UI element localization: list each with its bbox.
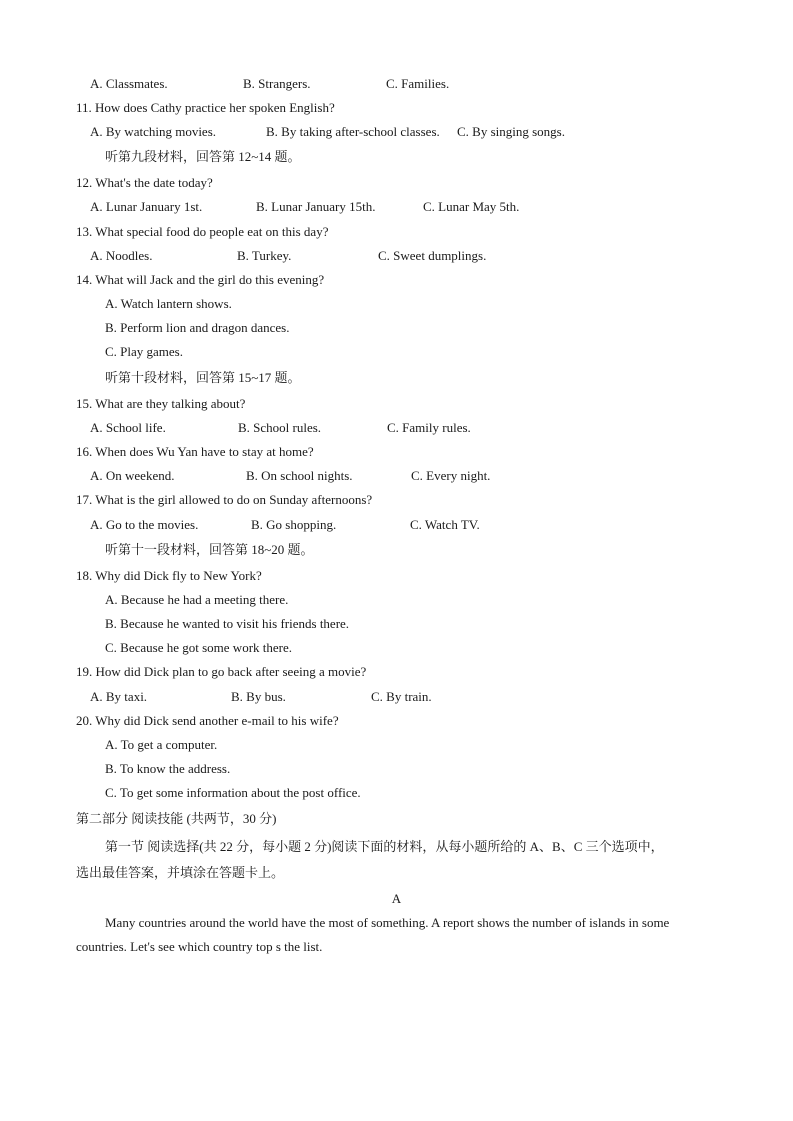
question-20: 20. Why did Dick send another e-mail to his wife? xyxy=(76,713,339,728)
q20-option-a: A. To get a computer. xyxy=(105,737,218,752)
q11-option-a: A. By watching movies. xyxy=(90,124,217,139)
q12-option-a: A. Lunar January 1st. xyxy=(90,199,203,214)
q17-option-b: B. Go shopping. xyxy=(251,517,337,532)
q16-option-a: A. On weekend. xyxy=(90,468,175,483)
q18-option-a: A. Because he had a meeting there. xyxy=(105,592,289,607)
q16-option-b: B. On school nights. xyxy=(246,468,353,483)
question-16: 16. When does Wu Yan have to stay at home? xyxy=(76,444,314,459)
q15-option-b: B. School rules. xyxy=(238,420,322,435)
q14-option-a: A. Watch lantern shows. xyxy=(105,296,232,311)
question-13: 13. What special food do people eat on this day? xyxy=(76,224,329,239)
question-19: 19. How did Dick plan to go back after seeing a movie? xyxy=(76,664,367,679)
passage-a-paragraph-cont: countries. Let's see which country top s the list. xyxy=(76,939,323,954)
q14-option-b: B. Perform lion and dragon dances. xyxy=(105,320,290,335)
q17-option-c: C. Watch TV. xyxy=(410,517,480,532)
section-one-instruction-cont: 选出最佳答案，并填涂在答题卡上。 xyxy=(76,865,285,880)
question-18: 18. Why did Dick fly to New York? xyxy=(76,568,262,583)
question-12: 12. What's the date today? xyxy=(76,175,213,190)
question-15: 15. What are they talking about? xyxy=(76,396,246,411)
question-11: 11. How does Cathy practice her spoken English? xyxy=(76,100,335,115)
q18-option-b: B. Because he wanted to visit his friends there. xyxy=(105,616,350,631)
q12-option-c: C. Lunar May 5th. xyxy=(423,199,520,214)
q13-option-c: C. Sweet dumplings. xyxy=(378,248,487,263)
q17-option-a: A. Go to the movies. xyxy=(90,517,199,532)
q14-option-c: C. Play games. xyxy=(105,344,183,359)
part-two-heading: 第二部分 阅读技能 (共两节，30 分) xyxy=(76,811,277,826)
q15-option-c: C. Family rules. xyxy=(387,420,471,435)
q11-option-c: C. By singing songs. xyxy=(457,124,565,139)
section-instruction-11: 听第十一段材料，回答第 18~20 题。 xyxy=(105,542,314,557)
q19-option-c: C. By train. xyxy=(371,689,432,704)
q16-option-c: C. Every night. xyxy=(411,468,491,483)
question-17: 17. What is the girl allowed to do on Sunday afternoons? xyxy=(76,492,373,507)
q20-option-c: C. To get some information about the post office. xyxy=(105,785,361,800)
q10-option-a: A. Classmates. xyxy=(90,76,168,91)
q19-option-a: A. By taxi. xyxy=(90,689,148,704)
q10-option-c: C. Families. xyxy=(386,76,450,91)
passage-a-title: A xyxy=(391,891,402,906)
q19-option-b: B. By bus. xyxy=(231,689,286,704)
q12-option-b: B. Lunar January 15th. xyxy=(256,199,376,214)
q20-option-b: B. To know the address. xyxy=(105,761,231,776)
section-instruction-10: 听第十段材料，回答第 15~17 题。 xyxy=(105,370,301,385)
section-instruction-9: 听第九段材料，回答第 12~14 题。 xyxy=(105,149,301,164)
q18-option-c: C. Because he got some work there. xyxy=(105,640,293,655)
q10-option-b: B. Strangers. xyxy=(243,76,311,91)
passage-a-paragraph: Many countries around the world have the most of something. A report shows the number of islands in some xyxy=(105,915,670,930)
q11-option-b: B. By taking after-school classes. xyxy=(266,124,440,139)
question-14: 14. What will Jack and the girl do this evening? xyxy=(76,272,325,287)
q13-option-b: B. Turkey. xyxy=(237,248,292,263)
section-one-instruction: 第一节 阅读选择(共 22 分，每小题 2 分)阅读下面的材料，从每小题所给的 A、B、C 三个选项中， xyxy=(105,839,664,854)
q13-option-a: A. Noodles. xyxy=(90,248,153,263)
q15-option-a: A. School life. xyxy=(90,420,166,435)
